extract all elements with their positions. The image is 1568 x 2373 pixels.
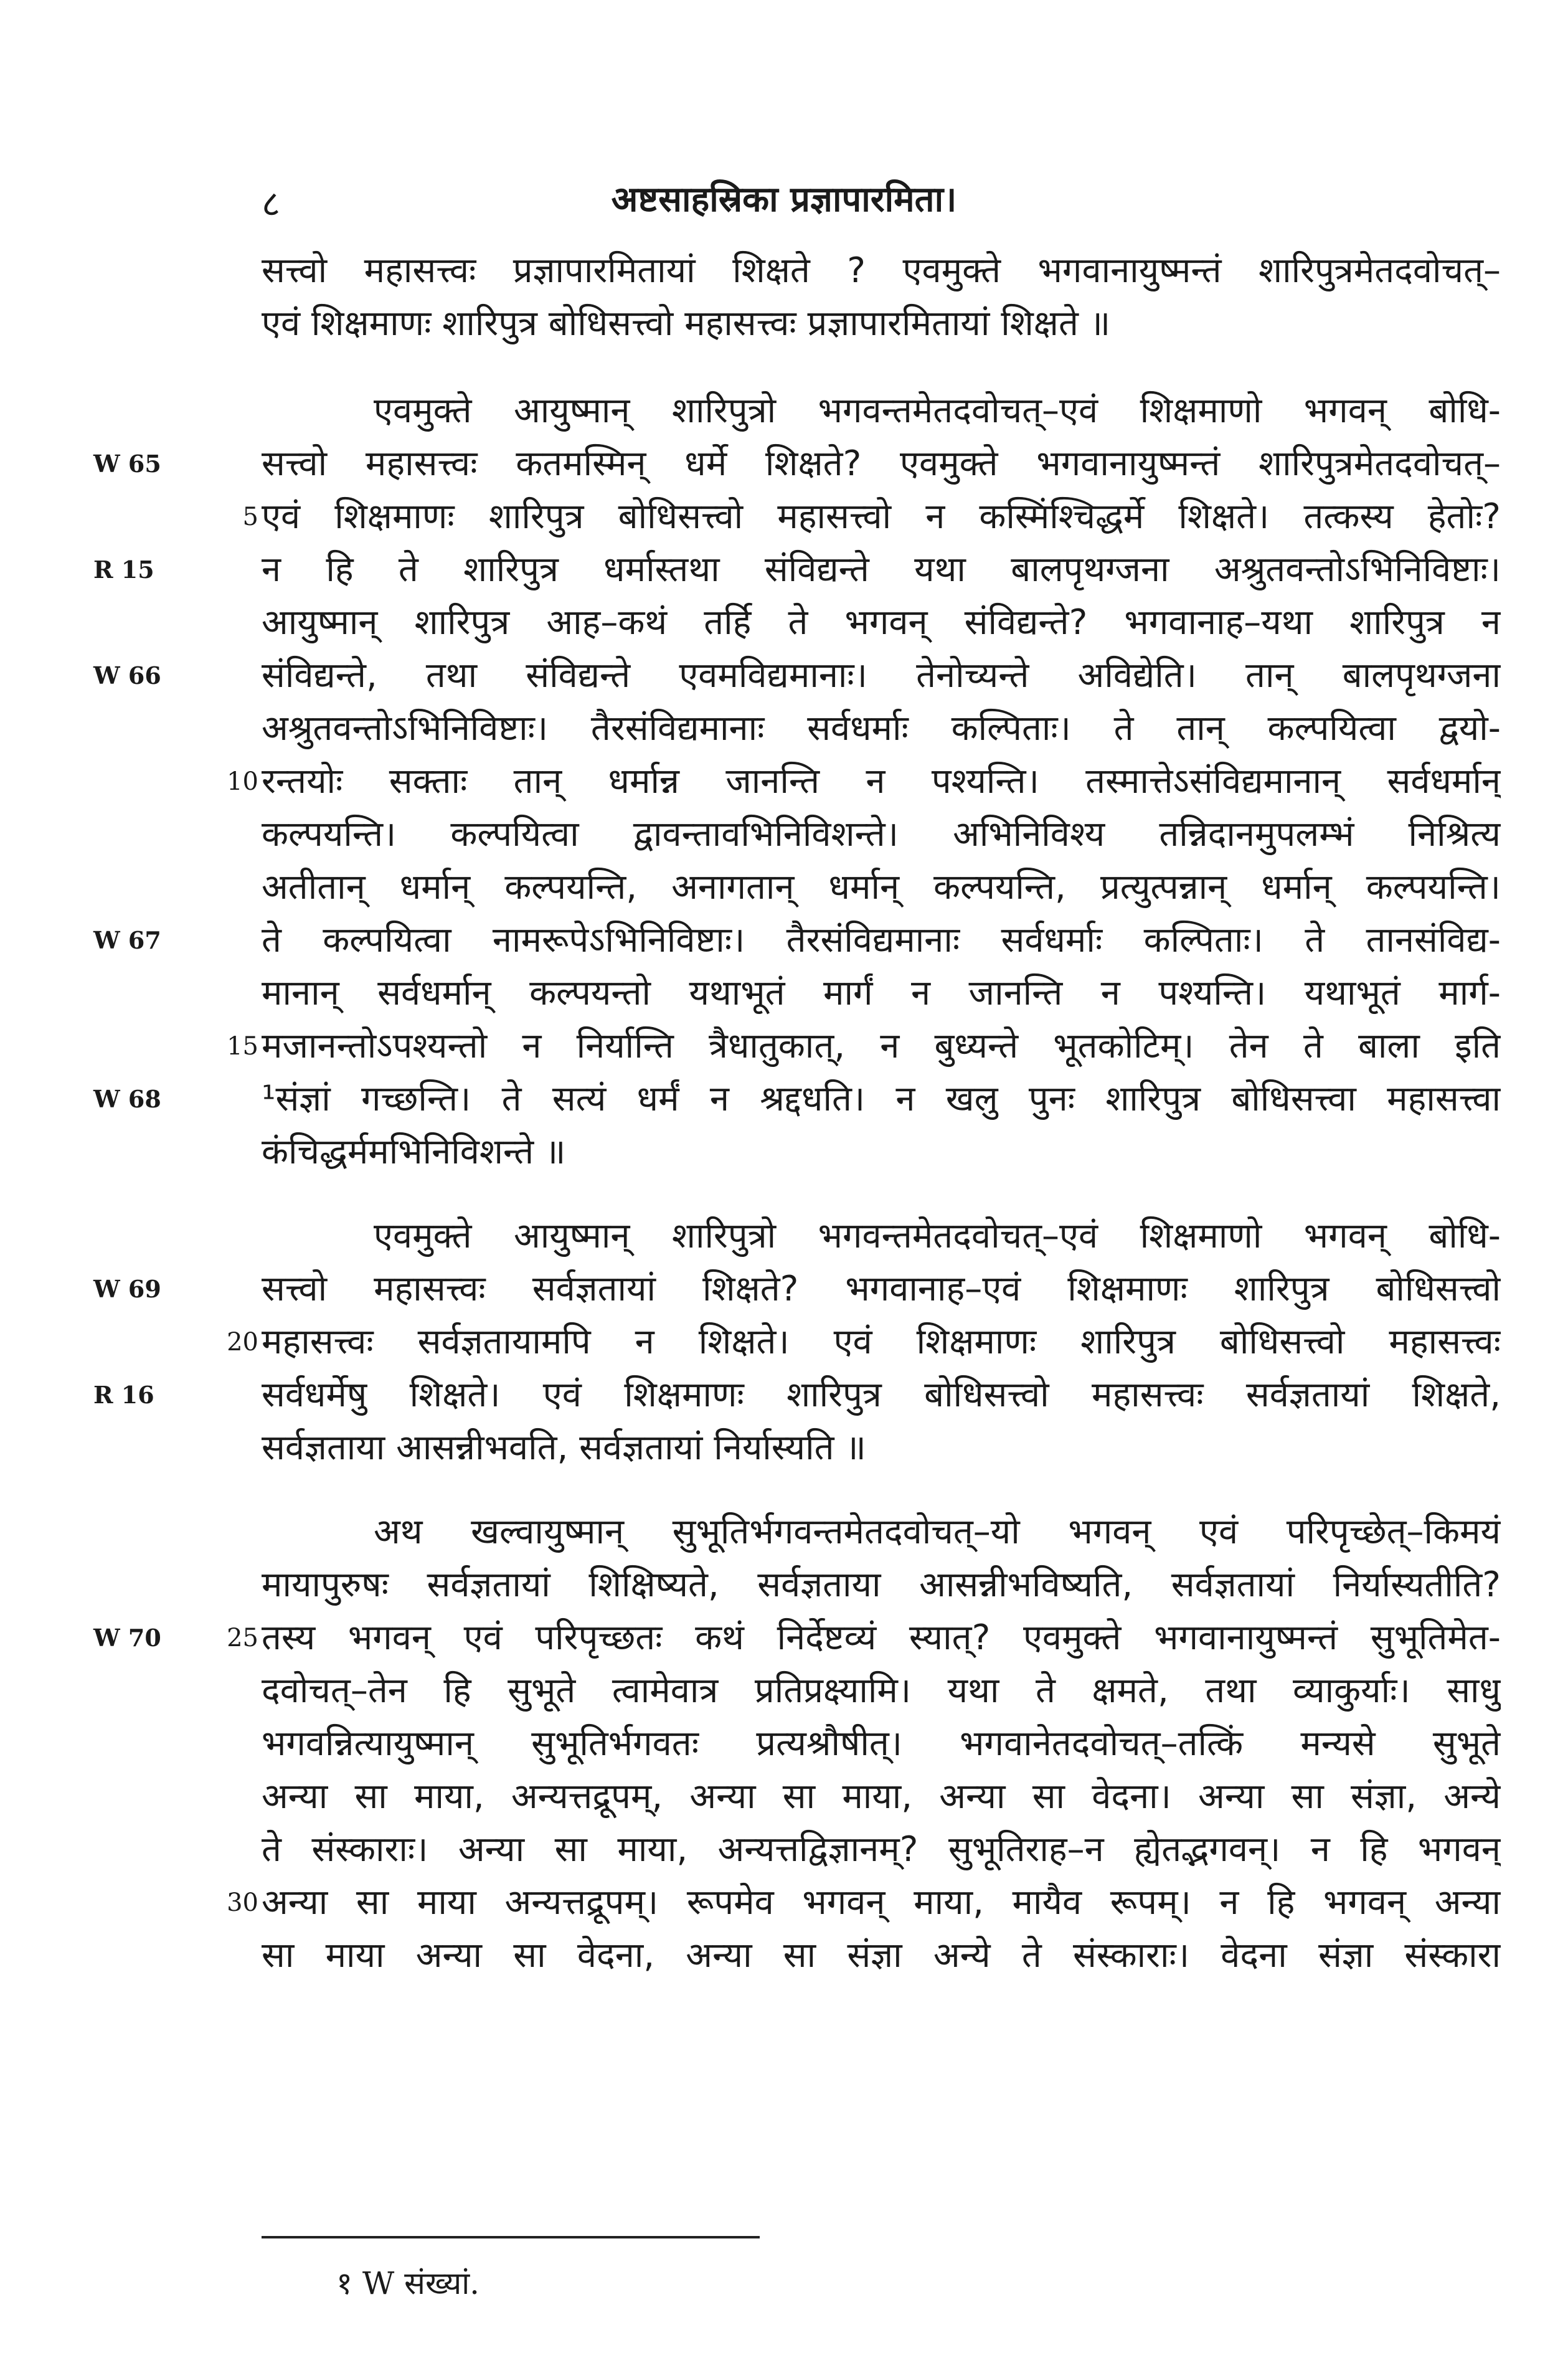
footnote: १ W संख्यां.: [336, 2265, 480, 2301]
text-line: दवोचत्–तेन हि सुभूते त्वामेवात्र प्रतिप्रक्ष्यामि। यथा ते क्षमते, तथा व्याकुर्याः। साधु: [262, 1670, 1501, 1711]
text-line: एवं शिक्षमाणः शारिपुत्र बोधिसत्त्वो महासत्त्वः प्रज्ञापारमितायां शिक्षते ॥: [262, 303, 1111, 344]
line-number: 20: [227, 1328, 258, 1357]
text-line: संविद्यन्ते, तथा संविद्यन्ते एवमविद्यमानाः। तेनोच्यन्ते अविद्येति। तान् बालपृथग्जना: [262, 655, 1501, 696]
text-line: सत्त्वो महासत्त्वः कतमस्मिन् धर्मे शिक्षते? एवमुक्ते भगवानायुष्मन्तं शारिपुत्रमेतदवोचत्–: [262, 443, 1501, 484]
margin-reference: R 16: [93, 1381, 154, 1409]
margin-reference: W 65: [93, 450, 161, 478]
text-line: सत्त्वो महासत्त्वः प्रज्ञापारमितायां शिक्षते ? एवमुक्ते भगवानायुष्मन्तं शारिपुत्रमेतदवोचत्–: [262, 250, 1501, 291]
text-line: एवमुक्ते आयुष्मान् शारिपुत्रो भगवन्तमेतदवोचत्–एवं शिक्षमाणो भगवन् बोधि-: [374, 391, 1501, 431]
text-line: तस्य भगवन् एवं परिपृच्छतः कथं निर्देष्टव्यं स्यात्? एवमुक्ते भगवानायुष्मन्तं सुभूतिमेत-: [262, 1618, 1501, 1658]
text-line: भगवन्नित्यायुष्मान् सुभूतिर्भगवतः प्रत्यश्रौषीत्। भगवानेतदवोचत्–तत्किं मन्यसे सुभूते: [262, 1723, 1501, 1764]
text-line: अन्या सा माया अन्यत्तद्रूपम्। रूपमेव भगवन् माया, मायैव रूपम्। न हि भगवन् अन्या: [262, 1882, 1501, 1923]
line-number: 10: [227, 767, 258, 796]
margin-reference: W 67: [93, 926, 161, 954]
margin-reference: W 68: [93, 1085, 161, 1113]
text-line: ते संस्काराः। अन्या सा माया, अन्यत्तद्विज्ञानम्? सुभूतिराह–न ह्येतद्भगवन्। न हि भगवन्: [262, 1829, 1501, 1870]
footnote-rule: [262, 2236, 760, 2238]
line-number: 5: [242, 503, 258, 531]
text-line: एवं शिक्षमाणः शारिपुत्र बोधिसत्त्वो महासत्त्वो न कस्मिंश्चिद्धर्मे शिक्षते। तत्कस्य हेतोः?: [262, 496, 1501, 537]
text-line: कल्पयन्ति। कल्पयित्वा द्वावन्तावभिनिविशन्ते। अभिनिविश्य तन्निदानमुपलम्भं निश्रित्य: [262, 814, 1501, 855]
text-line: मजानन्तोऽपश्यन्तो न निर्यान्ति त्रैधातुकात्, न बुध्यन्ते भूतकोटिम्। तेन ते बाला इति: [262, 1026, 1501, 1066]
text-line: सर्वधर्मेषु शिक्षते। एवं शिक्षमाणः शारिपुत्र बोधिसत्त्वो महासत्त्वः सर्वज्ञतायां शिक्षते,: [262, 1375, 1501, 1415]
margin-reference: W 70: [93, 1624, 161, 1652]
line-number: 30: [227, 1888, 258, 1917]
margin-reference: W 69: [93, 1275, 161, 1303]
running-title: अष्टसाहस्रिका प्रज्ञापारमिता।: [611, 179, 957, 220]
text-line: अतीतान् धर्मान् कल्पयन्ति, अनागतान् धर्मान् कल्पयन्ति, प्रत्युत्पन्नान् धर्मान् कल्पयन्ति।: [262, 867, 1501, 907]
text-line: कंचिद्धर्ममभिनिविशन्ते ॥: [262, 1132, 566, 1172]
line-number: 25: [227, 1624, 258, 1652]
text-line: सर्वज्ञताया आसन्नीभवति, सर्वज्ञतायां निर्यास्यति ॥: [262, 1428, 866, 1468]
text-line: सत्त्वो महासत्त्वः सर्वज्ञतायां शिक्षते? भगवानाह–एवं शिक्षमाणः शारिपुत्र बोधिसत्त्वो: [262, 1269, 1501, 1309]
text-line: मानान् सर्वधर्मान् कल्पयन्तो यथाभूतं मार्गं न जानन्ति न पश्यन्ति। यथाभूतं मार्ग-: [262, 973, 1501, 1013]
text-line: न हि ते शारिपुत्र धर्मास्तथा संविद्यन्ते यथा बालपृथग्जना अश्रुतवन्तोऽभिनिविष्टाः।: [262, 549, 1501, 590]
text-line: महासत्त्वः सर्वज्ञतायामपि न शिक्षते। एवं शिक्षमाणः शारिपुत्र बोधिसत्त्वो महासत्त्वः: [262, 1322, 1501, 1362]
text-line: ते कल्पयित्वा नामरूपेऽभिनिविष्टाः। तैरसंविद्यमानाः सर्वधर्माः कल्पिताः। ते तानसंविद्य-: [262, 920, 1501, 960]
text-line: अन्या सा माया, अन्यत्तद्रूपम्, अन्या सा माया, अन्या सा वेदना। अन्या सा संज्ञा, अन्ये: [262, 1776, 1501, 1817]
text-line: अश्रुतवन्तोऽभिनिविष्टाः। तैरसंविद्यमानाः सर्वधर्माः कल्पिताः। ते तान् कल्पयित्वा द्वयो-: [262, 708, 1501, 749]
margin-reference: W 66: [93, 661, 161, 689]
text-line: अथ खल्वायुष्मान् सुभूतिर्भगवन्तमेतदवोचत्–यो भगवन् एवं परिपृच्छेत्–किमयं: [374, 1512, 1501, 1552]
text-line: एवमुक्ते आयुष्मान् शारिपुत्रो भगवन्तमेतदवोचत्–एवं शिक्षमाणो भगवन् बोधि-: [374, 1216, 1501, 1256]
text-line: सा माया अन्या सा वेदना, अन्या सा संज्ञा अन्ये ते संस्काराः। वेदना संज्ञा संस्कारा: [262, 1935, 1501, 1976]
page-number: ८: [262, 182, 281, 225]
text-line: आयुष्मान् शारिपुत्र आह–कथं तर्हि ते भगवन् संविद्यन्ते? भगवानाह–यथा शारिपुत्र न: [262, 602, 1501, 643]
text-line: मायापुरुषः सर्वज्ञतायां शिक्षिष्यते, सर्वज्ञताया आसन्नीभविष्यति, सर्वज्ञतायां निर्यास्यतीति?: [262, 1565, 1501, 1605]
text-line: ¹संज्ञां गच्छन्ति। ते सत्यं धर्मं न श्रद्दधति। न खलु पुनः शारिपुत्र बोधिसत्त्वा महासत्त्वा: [262, 1079, 1501, 1119]
text-line: रन्तयोः सक्ताः तान् धर्मान्न जानन्ति न पश्यन्ति। तस्मात्तेऽसंविद्यमानान् सर्वधर्मान्: [262, 761, 1501, 802]
line-number: 15: [227, 1032, 258, 1061]
margin-reference: R 15: [93, 556, 154, 584]
